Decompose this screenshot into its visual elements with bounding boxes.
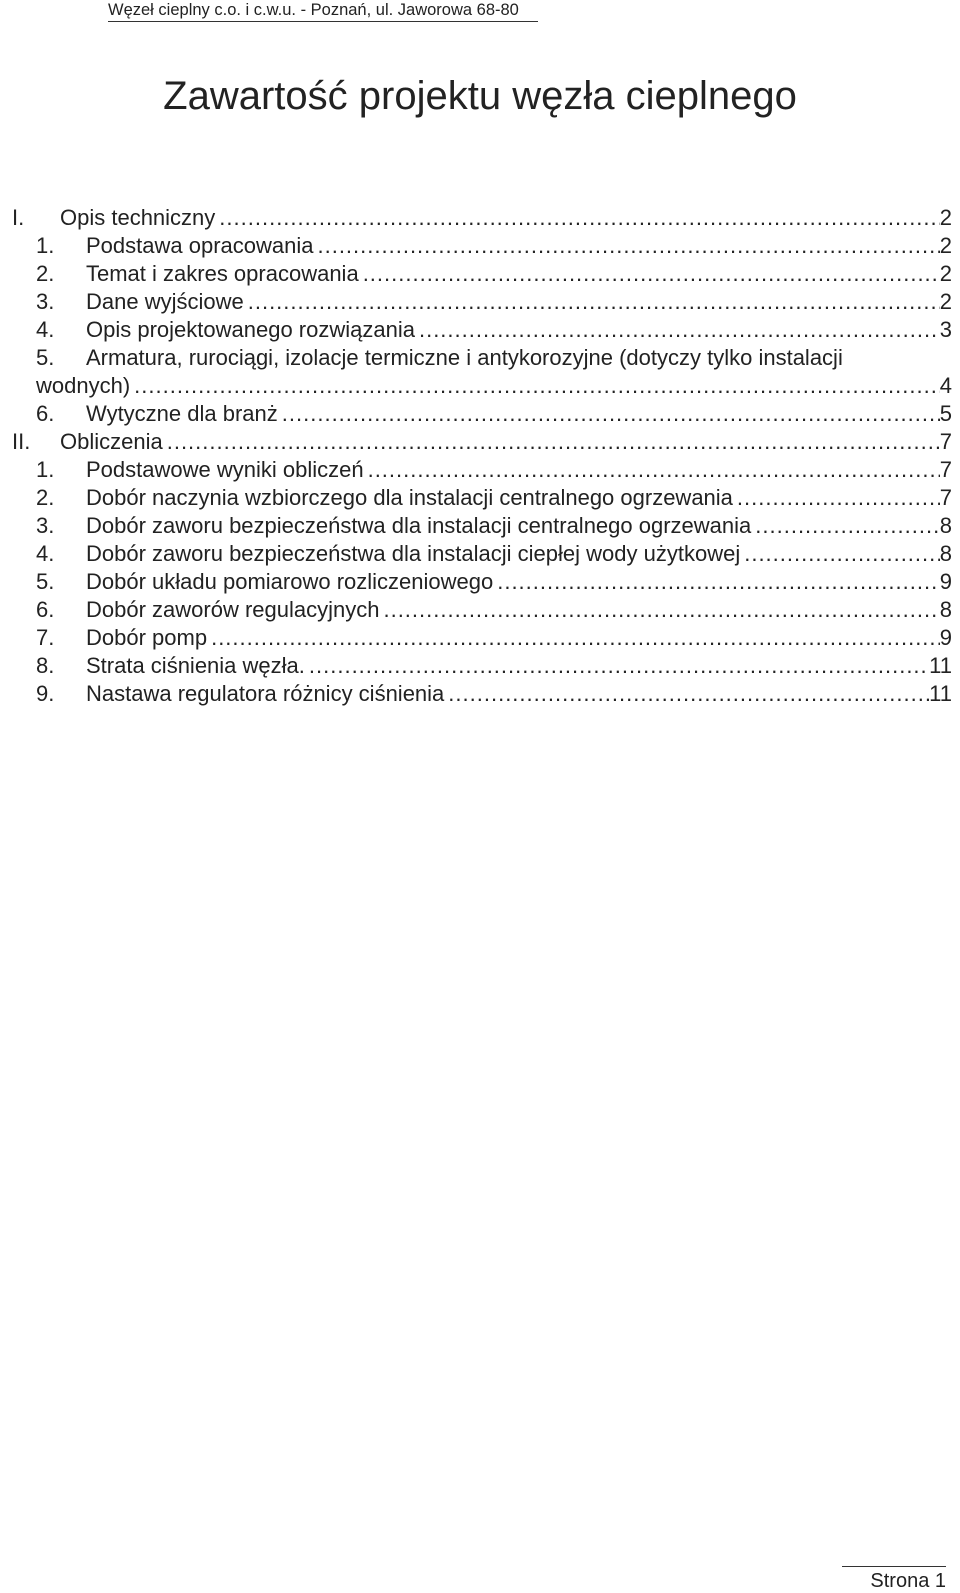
toc-number: 4.: [36, 317, 55, 342]
toc-entry[interactable]: [12, 400, 952, 428]
toc-number: 5.: [36, 569, 55, 594]
toc-leader-dots: [444, 680, 929, 708]
toc-entry[interactable]: [12, 204, 952, 232]
toc-leader-dots: [733, 484, 940, 512]
toc-page-number: 2: [939, 205, 952, 230]
toc-entry[interactable]: [12, 596, 952, 624]
toc-entry[interactable]: [12, 316, 952, 344]
toc-number: II.: [12, 429, 31, 454]
toc-number: 1.: [36, 457, 55, 482]
toc-leader-dots: [207, 624, 940, 652]
page-footer: Strona 1: [842, 1566, 946, 1593]
toc-leader-dots: [244, 288, 940, 316]
toc-leader-dots: [379, 596, 939, 624]
toc-number: I.: [12, 205, 25, 230]
toc-label: Nastawa regulatora różnicy ciśnienia: [86, 681, 445, 706]
toc-number: 1.: [36, 233, 55, 258]
toc-leader-dots: [313, 232, 939, 260]
toc-leader-dots: [740, 540, 940, 568]
toc-leader-dots: [415, 316, 940, 344]
running-header: Węzeł cieplny c.o. i c.w.u. - Poznań, ul. Jaworowa 68-80: [108, 0, 538, 22]
toc-label: Dobór naczynia wzbiorczego dla instalacji centralnego ogrzewania: [86, 485, 733, 510]
toc-page-number: 4: [939, 373, 952, 398]
toc-number: 2.: [36, 485, 55, 510]
toc-entry[interactable]: [12, 652, 952, 680]
toc-page-number: 2: [939, 289, 952, 314]
toc-label: Dobór zaworu bezpieczeństwa dla instalacji centralnego ogrzewania: [86, 513, 752, 538]
toc-entry[interactable]: [12, 540, 952, 568]
toc-leader-dots: [751, 512, 939, 540]
toc-page-number: 11: [929, 653, 952, 678]
toc-label: Temat i zakres opracowania: [86, 261, 359, 286]
toc-label: Dobór zaworów regulacyjnych: [86, 597, 380, 622]
toc-label: Dobór układu pomiarowo rozliczeniowego: [86, 569, 494, 594]
toc-page-number: 8: [939, 597, 952, 622]
toc-number: 2.: [36, 261, 55, 286]
toc-label: Dobór pomp: [86, 625, 208, 650]
toc-entry[interactable]: [12, 512, 952, 540]
toc-page-number: 7: [939, 485, 952, 510]
toc-entry[interactable]: [12, 288, 952, 316]
toc-leader-dots: [278, 400, 940, 428]
toc-leader-dots: [493, 568, 940, 596]
toc-entry[interactable]: [12, 680, 952, 708]
toc-page-number: 3: [939, 317, 952, 342]
toc-page-number: 9: [939, 625, 952, 650]
toc-label-continuation: wodnych): [36, 373, 131, 398]
toc-label: Dobór zaworu bezpieczeństwa dla instalacji ciepłej wody użytkowej: [86, 541, 741, 566]
toc-page-number: 5: [939, 401, 952, 426]
toc-entry[interactable]: [12, 456, 952, 484]
toc-label: Opis projektowanego rozwiązania: [86, 317, 415, 342]
toc-page-number: 7: [939, 429, 952, 454]
toc-page-number: 8: [939, 513, 952, 538]
toc-leader-dots: [163, 428, 940, 456]
toc-page-number: 11: [929, 681, 952, 706]
toc-entry[interactable]: [12, 232, 952, 260]
toc-leader-dots: [359, 260, 940, 288]
toc-leader-dots: [215, 204, 939, 232]
toc-label: Obliczenia: [60, 429, 163, 454]
toc-number: 4.: [36, 541, 55, 566]
toc-label: Dane wyjściowe: [86, 289, 244, 314]
toc-entry[interactable]: [12, 260, 952, 288]
toc-label: Opis techniczny: [60, 205, 216, 230]
toc-entry[interactable]: [12, 344, 952, 400]
toc-label: Podstawa opracowania: [86, 233, 314, 258]
toc-number: 3.: [36, 513, 55, 538]
toc-page-number: 2: [939, 233, 952, 258]
toc-entry[interactable]: [12, 484, 952, 512]
toc-number: 6.: [36, 597, 55, 622]
toc-page-number: 8: [939, 541, 952, 566]
toc-entry[interactable]: [12, 568, 952, 596]
toc-number: 9.: [36, 681, 55, 706]
toc-label: Strata ciśnienia węzła.: [86, 653, 305, 678]
page-title: Zawartość projektu węzła cieplnego: [163, 74, 797, 118]
toc-page-number: 9: [939, 569, 952, 594]
toc-entry[interactable]: [12, 624, 952, 652]
toc-label: Podstawowe wyniki obliczeń: [86, 457, 364, 482]
toc-number: 5.: [36, 345, 55, 370]
toc-page-number: 2: [939, 261, 952, 286]
toc-label: Armatura, rurociągi, izolacje termiczne i antykorozyjne (dotyczy tylko instalacji: [86, 345, 843, 370]
toc-number: 7.: [36, 625, 55, 650]
toc-leader-dots: [364, 456, 940, 484]
toc-number: 6.: [36, 401, 55, 426]
toc-entry[interactable]: [12, 428, 952, 456]
toc-number: 8.: [36, 653, 55, 678]
toc-label: Wytyczne dla branż: [86, 401, 278, 426]
table-of-contents: [12, 204, 952, 708]
toc-leader-dots: [305, 652, 929, 680]
toc-number: 3.: [36, 289, 55, 314]
toc-leader-dots: [130, 372, 940, 400]
toc-page-number: 7: [939, 457, 952, 482]
